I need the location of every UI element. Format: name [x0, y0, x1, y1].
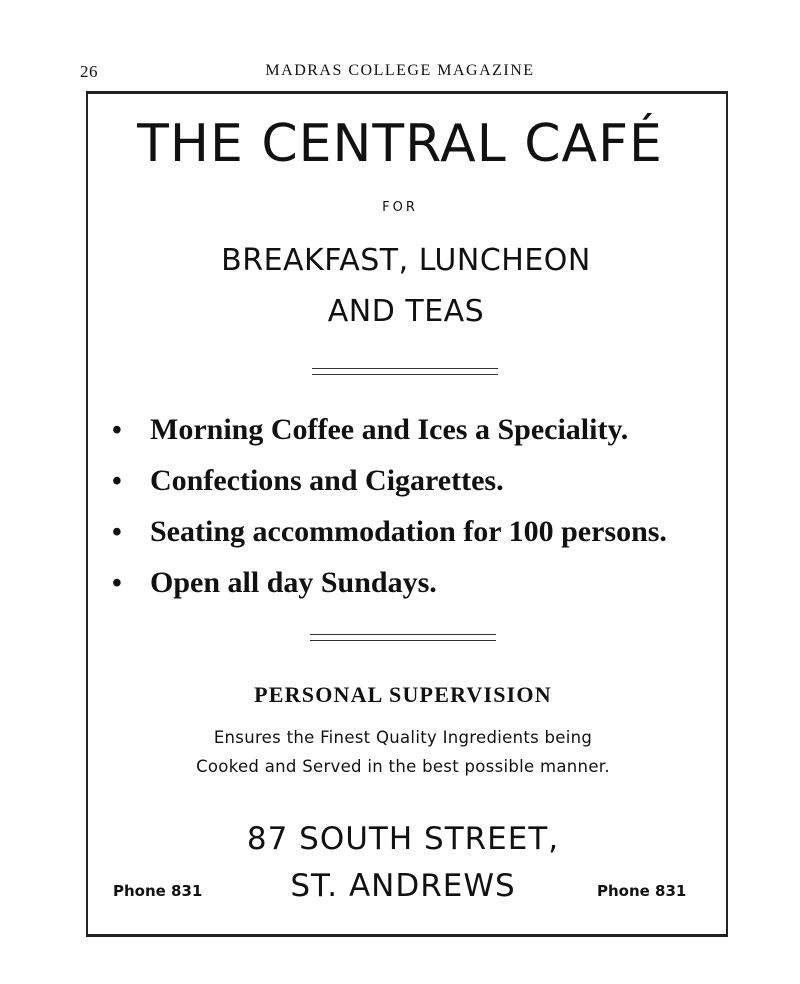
meals-line-1: BREAKFAST, LUNCHEON	[221, 243, 591, 278]
meals-line-2: AND TEAS	[327, 294, 485, 329]
feature-item	[112, 512, 712, 563]
magazine-title: MADRAS COLLEGE MAGAZINE	[265, 62, 535, 79]
page-header	[0, 62, 800, 86]
feature-list	[112, 410, 712, 614]
feature-text: Morning Coffee and Ices a Speciality.	[150, 413, 629, 446]
feature-text: Open all day Sundays.	[150, 566, 437, 599]
address-street: 87 SOUTH STREET,	[246, 821, 560, 857]
double-rule-divider	[310, 634, 496, 641]
phone-right: Phone 831	[597, 882, 687, 900]
feature-text: Seating accommodation for 100 persons.	[150, 515, 667, 548]
feature-item	[112, 410, 712, 461]
supervision-line-2: Cooked and Served in the best possible manner.	[196, 757, 610, 776]
page-number: 26	[80, 62, 98, 81]
bullet-icon: •	[112, 568, 122, 599]
supervision-line-1: Ensures the Finest Quality Ingredients being	[213, 728, 593, 747]
address-town: ST. ANDREWS	[290, 868, 516, 904]
feature-item	[112, 563, 712, 614]
supervision-heading: PERSONAL SUPERVISION	[254, 682, 552, 707]
bullet-icon: •	[112, 415, 122, 446]
cafe-title: THE CENTRAL CAFÉ	[137, 114, 663, 174]
bullet-icon: •	[112, 517, 122, 548]
bullet-icon: •	[112, 466, 122, 497]
double-rule-divider	[312, 368, 498, 375]
feature-text: Confections and Cigarettes.	[150, 464, 504, 497]
for-label: FOR	[382, 200, 418, 215]
feature-item	[112, 461, 712, 512]
phone-left: Phone 831	[113, 882, 203, 900]
